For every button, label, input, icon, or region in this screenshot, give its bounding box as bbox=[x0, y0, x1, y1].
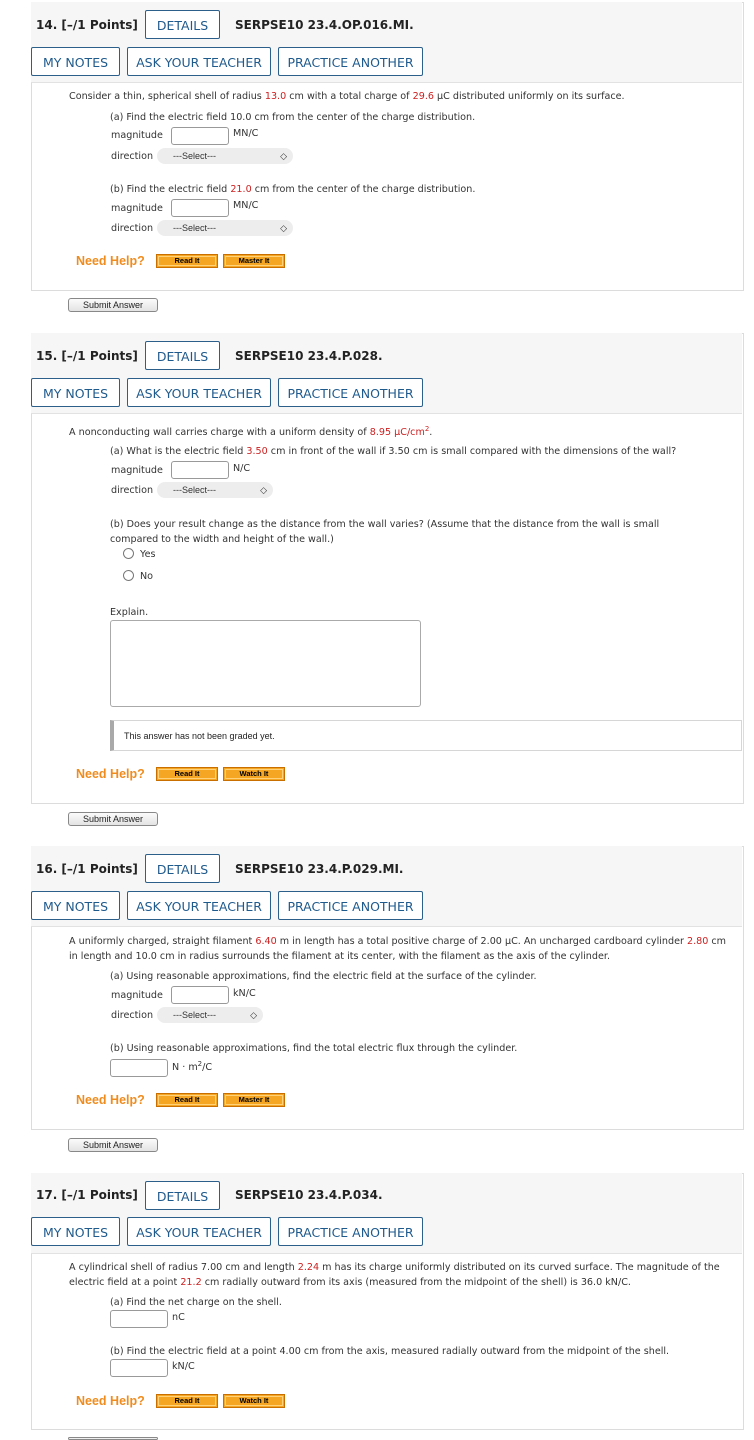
q17-watch-it-button[interactable]: Watch It bbox=[223, 1394, 285, 1408]
q15a-unit: N/C bbox=[233, 463, 251, 474]
question-14-number: 14. [–/1 Points] bbox=[36, 18, 138, 32]
q16b-unit: $N \cdot m^2/C$ bbox=[172, 1060, 213, 1074]
q14b-unit: MN/C bbox=[233, 200, 259, 211]
q17-need-help: Need Help? bbox=[76, 1394, 145, 1408]
q15-details-button[interactable]: DETAILS bbox=[145, 341, 220, 370]
q15-part-b: (b) Does your result change as the distance from the wall varies? (Assume that the distance from the wall is small compared to the width and height of the wall.) bbox=[110, 519, 660, 545]
q17b-field-input[interactable] bbox=[110, 1359, 168, 1377]
q14a-direction-select[interactable]: ---Select--- ◇ bbox=[157, 148, 293, 164]
q14-intro: Consider a thin, spherical shell of radius 13.0 cm with a total charge of 29.6 μC distributed uniformly on its surface. bbox=[69, 91, 625, 102]
q15-explain-label: Explain. bbox=[110, 607, 149, 618]
chevron-updown-icon: ◇ bbox=[280, 223, 287, 233]
q14b-direction-label: direction bbox=[111, 223, 154, 234]
q14b-magnitude-label: magnitude bbox=[111, 203, 163, 214]
chevron-updown-icon: ◇ bbox=[250, 1010, 257, 1020]
q15a-magnitude-label: magnitude bbox=[111, 465, 163, 476]
q15a-direction-label: direction bbox=[111, 485, 154, 496]
q17-part-a: (a) Find the net charge on the shell. bbox=[110, 1297, 282, 1308]
q14-ask-teacher-button[interactable]: ASK YOUR TEACHER bbox=[127, 47, 271, 76]
q15a-direction-select[interactable]: ---Select--- ◇ bbox=[157, 482, 273, 498]
q15-yes-radio[interactable] bbox=[123, 548, 134, 559]
q14a-magnitude-label: magnitude bbox=[111, 130, 163, 141]
q14-submit-button[interactable]: Submit Answer bbox=[68, 298, 158, 312]
q17-part-b: (b) Find the electric field at a point 4.00 cm from the axis, measured radially outward from the midpoint of the shell. bbox=[110, 1346, 670, 1357]
question-15-code: SERPSE10 23.4.P.028. bbox=[235, 349, 383, 363]
q15-yes-label: Yes bbox=[140, 549, 156, 560]
question-14-code: SERPSE10 23.4.OP.016.MI. bbox=[235, 18, 414, 32]
q16-practice-another-button[interactable]: PRACTICE ANOTHER bbox=[278, 891, 423, 920]
q16a-magnitude-label: magnitude bbox=[111, 990, 163, 1001]
q14a-unit: MN/C bbox=[233, 128, 259, 139]
q16-read-it-button[interactable]: Read It bbox=[156, 1093, 218, 1107]
q14-details-button[interactable]: DETAILS bbox=[145, 10, 220, 39]
q17a-charge-input[interactable] bbox=[110, 1310, 168, 1328]
q15-explain-textarea[interactable] bbox=[110, 620, 421, 707]
question-16-number: 16. [–/1 Points] bbox=[36, 862, 138, 876]
q15-need-help: Need Help? bbox=[76, 767, 145, 781]
q16b-flux-input[interactable] bbox=[110, 1059, 168, 1077]
q15-intro: A nonconducting wall carries charge with a uniform density of 8.95 $\mu C/cm^2$. bbox=[69, 425, 433, 439]
q14-need-help: Need Help? bbox=[76, 254, 145, 268]
q16a-direction-label: direction bbox=[111, 1010, 154, 1021]
chevron-updown-icon: ◇ bbox=[260, 485, 267, 495]
q15-read-it-button[interactable]: Read It bbox=[156, 767, 218, 781]
q15-my-notes-button[interactable]: MY NOTES bbox=[31, 378, 120, 407]
q16-master-it-button[interactable]: Master It bbox=[223, 1093, 285, 1107]
q17a-unit: nC bbox=[172, 1312, 185, 1323]
q16-submit-button[interactable]: Submit Answer bbox=[68, 1138, 158, 1152]
q16-intro: A uniformly charged, straight filament 6.40 m in length has a total positive charge of 2.00 μC. An uncharged cardboard cylinder 2.80 cm in length and 10.0 cm in radius surrounds the filament at its center, with the filament as the axis of the cylinder. bbox=[69, 936, 727, 962]
q15-part-a: (a) What is the electric field 3.50 cm in front of the wall if 3.50 cm is small compared with the dimensions of the wall? bbox=[110, 446, 677, 457]
chevron-updown-icon: ◇ bbox=[280, 151, 287, 161]
q16-part-b: (b) Using reasonable approximations, find the total electric flux through the cylinder. bbox=[110, 1043, 518, 1054]
q14b-magnitude-input[interactable] bbox=[171, 199, 229, 217]
question-15-number: 15. [–/1 Points] bbox=[36, 349, 138, 363]
q17-details-button[interactable]: DETAILS bbox=[145, 1181, 220, 1210]
question-17-number: 17. [–/1 Points] bbox=[36, 1188, 138, 1202]
q16-my-notes-button[interactable]: MY NOTES bbox=[31, 891, 120, 920]
q17-ask-teacher-button[interactable]: ASK YOUR TEACHER bbox=[127, 1217, 271, 1246]
q17-practice-another-button[interactable]: PRACTICE ANOTHER bbox=[278, 1217, 423, 1246]
q14a-magnitude-input[interactable] bbox=[171, 127, 229, 145]
q16a-magnitude-input[interactable] bbox=[171, 986, 229, 1004]
question-16-code: SERPSE10 23.4.P.029.MI. bbox=[235, 862, 404, 876]
q15-watch-it-button[interactable]: Watch It bbox=[223, 767, 285, 781]
q15-submit-button[interactable]: Submit Answer bbox=[68, 812, 158, 826]
q17-read-it-button[interactable]: Read It bbox=[156, 1394, 218, 1408]
question-17-code: SERPSE10 23.4.P.034. bbox=[235, 1188, 383, 1202]
q14-my-notes-button[interactable]: MY NOTES bbox=[31, 47, 120, 76]
q14-master-it-button[interactable]: Master It bbox=[223, 254, 285, 268]
q15-ask-teacher-button[interactable]: ASK YOUR TEACHER bbox=[127, 378, 271, 407]
q16-need-help: Need Help? bbox=[76, 1093, 145, 1107]
q16a-unit: kN/C bbox=[233, 988, 256, 999]
q15a-magnitude-input[interactable] bbox=[171, 461, 229, 479]
q16a-direction-select[interactable]: ---Select--- ◇ bbox=[157, 1007, 263, 1023]
q16-part-a: (a) Using reasonable approximations, find the electric field at the surface of the cylinder. bbox=[110, 971, 537, 982]
q15-no-radio[interactable] bbox=[123, 570, 134, 581]
q14b-direction-select[interactable]: ---Select--- ◇ bbox=[157, 220, 293, 236]
q14-part-b: (b) Find the electric field 21.0 cm from the center of the charge distribution. bbox=[110, 184, 476, 195]
q14-read-it-button[interactable]: Read It bbox=[156, 254, 218, 268]
q17-intro: A cylindrical shell of radius 7.00 cm and length 2.24 m has its charge uniformly distributed on its curved surface. The magnitude of the electric field at a point 21.2 cm radially outward from its axis (measured from the midpoint of the shell) is 36.0 kN/C. bbox=[69, 1262, 720, 1288]
q16-ask-teacher-button[interactable]: ASK YOUR TEACHER bbox=[127, 891, 271, 920]
q14-practice-another-button[interactable]: PRACTICE ANOTHER bbox=[278, 47, 423, 76]
q16-details-button[interactable]: DETAILS bbox=[145, 854, 220, 883]
q15-practice-another-button[interactable]: PRACTICE ANOTHER bbox=[278, 378, 423, 407]
q14-part-a: (a) Find the electric field 10.0 cm from the center of the charge distribution. bbox=[110, 112, 476, 123]
q14a-direction-label: direction bbox=[111, 151, 154, 162]
q17-my-notes-button[interactable]: MY NOTES bbox=[31, 1217, 120, 1246]
q17b-unit: kN/C bbox=[172, 1361, 195, 1372]
q15-no-label: No bbox=[140, 571, 154, 582]
q15-not-graded-notice: This answer has not been graded yet. bbox=[110, 720, 742, 751]
